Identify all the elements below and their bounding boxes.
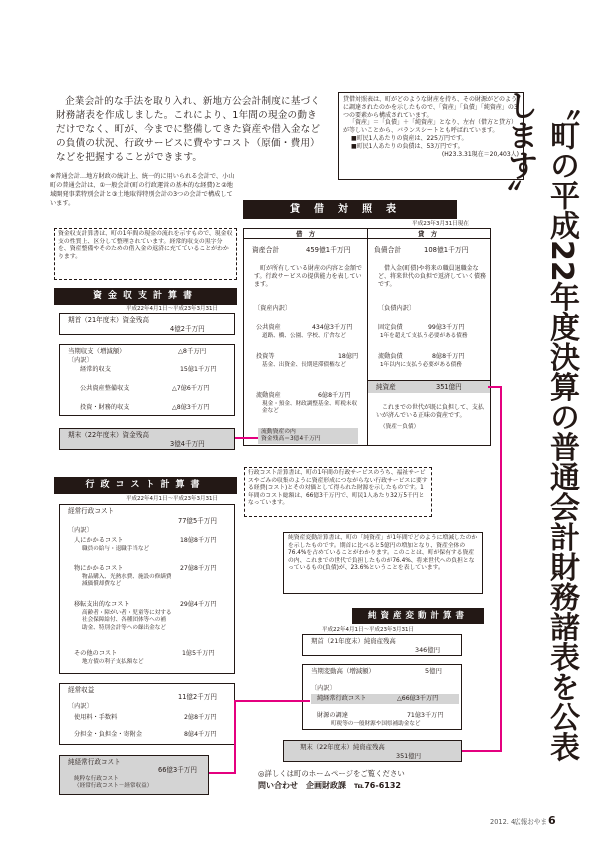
cost-item-2-value: 29億4千万円 bbox=[180, 601, 217, 608]
revenue-breakdown: 〔内訳〕 bbox=[68, 703, 93, 710]
revenue-total-label: 経常収益 bbox=[68, 686, 95, 694]
liab-value: 108億1千万円 bbox=[424, 246, 469, 254]
cost-item-2-desc: 高齢者・障がい者・児童等に対する 社会保障給付、各種団体等への補 助金、特別会計等への繰出金など bbox=[82, 610, 172, 631]
cash-change-label: 当期収支（増減額） bbox=[68, 347, 126, 355]
cost-item-1-value: 27億8千万円 bbox=[180, 565, 217, 572]
liab-label: 負債合計 bbox=[374, 246, 402, 254]
net-cost-value: 66億3千万円 bbox=[158, 766, 197, 774]
public-value: 434億3千万円 bbox=[312, 324, 353, 331]
balance-header: 貸借対照表 bbox=[243, 200, 457, 219]
current-label: 流動資産 bbox=[256, 392, 281, 399]
balance-intro-b1: ■町民1人あたりの資産は、225万円です。 bbox=[351, 134, 468, 142]
netchange-begin-box bbox=[302, 634, 462, 656]
net-value: 351億円 bbox=[436, 383, 462, 391]
cost-box bbox=[59, 504, 235, 674]
netchange-end-box bbox=[283, 740, 462, 762]
cash-header: 資金収支計算書 bbox=[54, 288, 237, 305]
balance-intro-b3: (H23.3.31現在＝20,403人) bbox=[441, 150, 519, 158]
cost-item-1-label: 物にかかるコスト bbox=[74, 565, 124, 572]
net-cost-box bbox=[59, 755, 209, 795]
footer-date: 2012. 4. bbox=[490, 818, 518, 826]
net-cost-desc: 純粋な行政コスト （経常行政コスト－経常収益） bbox=[74, 776, 153, 790]
cost-item-0-label: 人にかかるコスト bbox=[74, 537, 124, 544]
net-desc: これまでの世代が既に負担して、支払いが済んでいる正味の資産です。 bbox=[376, 404, 484, 419]
revenue-item-1-value: 8億4千万円 bbox=[184, 731, 217, 738]
cash-note-box bbox=[54, 228, 237, 280]
assets-label: 資産合計 bbox=[252, 246, 280, 254]
netchange-begin-value: 346億円 bbox=[415, 646, 440, 654]
netchange-period: 平成22年4月1日～平成23年3月31日 bbox=[322, 627, 414, 633]
cost-total-value: 77億5千万円 bbox=[178, 517, 217, 525]
public-label: 公共資産 bbox=[256, 324, 281, 331]
contact-line2: 問い合わせ 企画財政課 ℡76-6132 bbox=[258, 781, 401, 790]
connector-net-v bbox=[500, 386, 502, 752]
public-desc: 道路、橋、公園、学校、庁舎など bbox=[262, 333, 346, 339]
cost-header: 行政コスト計算書 bbox=[54, 477, 237, 494]
cash-row-1-value: △7億6千万円 bbox=[172, 385, 210, 392]
netchange-change-box bbox=[302, 664, 462, 730]
balance-intro-b2: ■町民1人あたりの負債は、53万円です。 bbox=[351, 142, 464, 150]
revenue-item-0-value: 2億8千万円 bbox=[184, 714, 217, 721]
cost-item-0-desc: 職員の給与・退職手当など bbox=[82, 546, 150, 552]
netchange-end-value: 351億円 bbox=[396, 752, 421, 760]
net-cost-label: 純経常行政コスト bbox=[68, 758, 121, 766]
fixed-liab-label: 固定負債 bbox=[378, 324, 403, 331]
netchange-begin-label: 期首（21年度末）純資産残高 bbox=[311, 637, 396, 645]
cost-item-2-label: 移転支出的なコスト bbox=[74, 601, 130, 608]
debit-label: 借 方 bbox=[296, 230, 316, 238]
cash-end-box bbox=[59, 428, 235, 450]
cur-liab-label: 流動負債 bbox=[378, 353, 403, 360]
cash-in-current: 流動資産の内 資金残高＝3億4千万円 bbox=[258, 428, 358, 444]
assets-breakdown: 〔資産内訳〕 bbox=[254, 305, 292, 312]
balance-intro-box bbox=[338, 92, 524, 180]
cash-begin-value: 4億2千万円 bbox=[170, 325, 205, 333]
cash-begin-box bbox=[59, 313, 235, 335]
netchange-note-box bbox=[283, 532, 483, 594]
netchange-change-label: 当期変動高（増減額） bbox=[311, 667, 375, 675]
cost-note-box bbox=[244, 467, 432, 517]
invest-label: 投資等 bbox=[256, 353, 275, 360]
cash-note-text: 資金収支計算書は、町の1年間の現金の流れを示すもので、現金収支の性質上、区分して整理されています。経常的収支の黒字分を、資産整備やそのための借入金の返済に充てていることがわかります。 bbox=[58, 231, 233, 261]
general-account-note: ※普通会計…地方財政の統計上、統一的に用いられる会計で、小山町の普通会計は、①一般会計(町の行政運営の基本的な経費)と②地域開発事業特別会計と③土地取得特別会計の3つの会計で構成しています。 bbox=[50, 173, 235, 207]
cash-row-2-label: 投資・財務的収支 bbox=[80, 404, 130, 411]
invest-value: 18億円 bbox=[338, 353, 359, 360]
cost-item-3-desc: 地方債の利子支払額など bbox=[82, 659, 144, 665]
current-value: 6億8千万円 bbox=[318, 392, 351, 399]
connector-cash bbox=[235, 437, 258, 439]
cash-end-value: 3億4千万円 bbox=[170, 440, 205, 448]
balance-head-rule bbox=[243, 238, 491, 239]
cash-row-0-label: 経常的収支 bbox=[80, 366, 111, 373]
netchange-row-1-label: 財源の調達 bbox=[317, 712, 348, 719]
netchange-row-0-label: 純経常行政コスト bbox=[317, 695, 367, 702]
intro-paragraph: 企業会計的な手法を取り入れ、新地方公会計制度に基づく財務諸表を作成しました。これにより、1年間の現金の動きだけでなく、町が、今までに整備してきた資産や借入金などの負債の状況、行政サービスに費やすコスト（原価・費用）などを把握することができます。 bbox=[56, 96, 321, 163]
cash-row-0-value: 15億1千万円 bbox=[180, 366, 217, 373]
cost-note-text: 行政コスト計算書は、町の1年間の行政サービスのうち、福祉サービスやごみの収集のように資産形成につながらない行政サービスに要する経費(コスト)とその対価として得られた財源を示したものです。1年間のコスト総額は、66億3千万円で、町民1人あたり32万5千円となっています。 bbox=[248, 470, 428, 507]
contact-line1: ◎詳しくは町のホームページをご覧ください bbox=[258, 769, 405, 778]
cash-change-box bbox=[59, 344, 235, 416]
footer-page: 6 bbox=[548, 814, 556, 827]
cash-period: 平成22年4月1日～平成23年3月31日 bbox=[126, 306, 218, 312]
balance-intro-p2: 「資産」＝「負債」＋「純資産」となり、左右（借方と貸方）が等しいことから、バランスシートとも呼ばれています。 bbox=[343, 119, 518, 135]
fixed-liab-value: 99億3千万円 bbox=[428, 324, 465, 331]
invest-desc: 基金、出資金、長期延滞債権など bbox=[262, 362, 346, 368]
assets-desc: 町が所有している財産の内容と金額です。行政サービスの提供能力を表しています。 bbox=[254, 265, 363, 288]
cost-item-3-value: 1億5千万円 bbox=[182, 650, 215, 657]
current-desc: 現金・預金、財政調整基金、町税未収金など bbox=[262, 401, 358, 415]
footer-pub: 広報おやま bbox=[514, 818, 547, 826]
fixed-liab-desc: 1年を超えて支払う必要がある債務 bbox=[380, 333, 468, 339]
netchange-rows-desc: 町税等の一般財源や国県補助金など bbox=[331, 721, 421, 727]
cost-item-3-label: その他のコスト bbox=[74, 650, 118, 657]
revenue-item-1-label: 分担金・負担金・寄附金 bbox=[74, 731, 143, 738]
net-label: 純資産 bbox=[376, 383, 396, 391]
connector-cost-v bbox=[234, 700, 236, 774]
netchange-header: 純資産変動計算書 bbox=[352, 608, 484, 624]
connector-net-h2 bbox=[462, 750, 502, 752]
cash-end-label: 期末（22年度末）資金残高 bbox=[68, 431, 149, 439]
cur-liab-value: 8億8千万円 bbox=[432, 353, 465, 360]
revenue-total-value: 11億2千万円 bbox=[178, 693, 217, 701]
cash-row-1-label: 公共資産整備収支 bbox=[80, 385, 130, 392]
balance-date: 平成23年3月31日現在 bbox=[412, 221, 469, 227]
liab-desc: 借入金(町債)や将来の職員退職金など、将来世代の負担で返済していく債務です。 bbox=[378, 265, 487, 288]
cost-period: 平成22年4月1日～平成23年3月31日 bbox=[126, 496, 218, 502]
cur-liab-desc: 1年以内に支払う必要がある債務 bbox=[380, 362, 462, 368]
cost-total-label: 経常行政コスト bbox=[68, 507, 115, 515]
netchange-row-0-value: △66億3千万円 bbox=[397, 695, 439, 702]
balance-intro-p1: 貸借対照表は、町がどのような財産を持ち、その財源がどのように調達されたのかを示したもので、「資産」「負債」「純資産」の3つの要素から構成されています。 bbox=[343, 96, 518, 119]
cash-begin-label: 期首（21年度末）資金残高 bbox=[68, 316, 149, 324]
cash-change-value: △8千万円 bbox=[178, 347, 207, 355]
cash-breakdown: 〔内訳〕 bbox=[68, 357, 93, 364]
connector-cost-h1 bbox=[209, 772, 236, 774]
liab-breakdown: 〔負債内訳〕 bbox=[378, 305, 416, 312]
balance-divider bbox=[367, 228, 368, 446]
cost-item-1-desc: 物品購入、光熱水費、施設の修繕費 減価償却費など bbox=[82, 574, 172, 588]
cost-breakdown: 〔内訳〕 bbox=[68, 527, 93, 534]
net-formula: （資産－負債） bbox=[380, 424, 420, 430]
cost-item-0-value: 18億8千万円 bbox=[180, 537, 217, 544]
netchange-change-value: 5億円 bbox=[425, 667, 442, 675]
netchange-row-1-value: 71億3千万円 bbox=[407, 712, 444, 719]
page-title: 〝町の平成22年度決算の普通会計財務諸表を公表します〟 bbox=[502, 90, 579, 762]
netchange-breakdown: 〔内訳〕 bbox=[311, 685, 336, 692]
netchange-end-label: 期末（22年度末）純資産残高 bbox=[300, 743, 385, 751]
cash-row-2-value: △8億3千万円 bbox=[172, 404, 210, 411]
netchange-note-text: 純資産変動計算書は、町の「純資産」が1年間でどのように増減したのかを示したものです。期首に比べると5億円の増加となり、資産全体の76.4%を占めていることがわかります。このことは、町が保有する資産の内、これまでの世代で負担したものが76.4%、将来世代への負担となっているもの(負債)が、23.6%ということを表しています。 bbox=[288, 535, 478, 572]
assets-value: 459億1千万円 bbox=[306, 246, 351, 254]
revenue-item-0-label: 使用料・手数料 bbox=[74, 714, 118, 721]
credit-label: 貸 方 bbox=[418, 230, 438, 238]
revenue-box bbox=[59, 683, 235, 745]
connector-cost-h2 bbox=[234, 700, 310, 702]
